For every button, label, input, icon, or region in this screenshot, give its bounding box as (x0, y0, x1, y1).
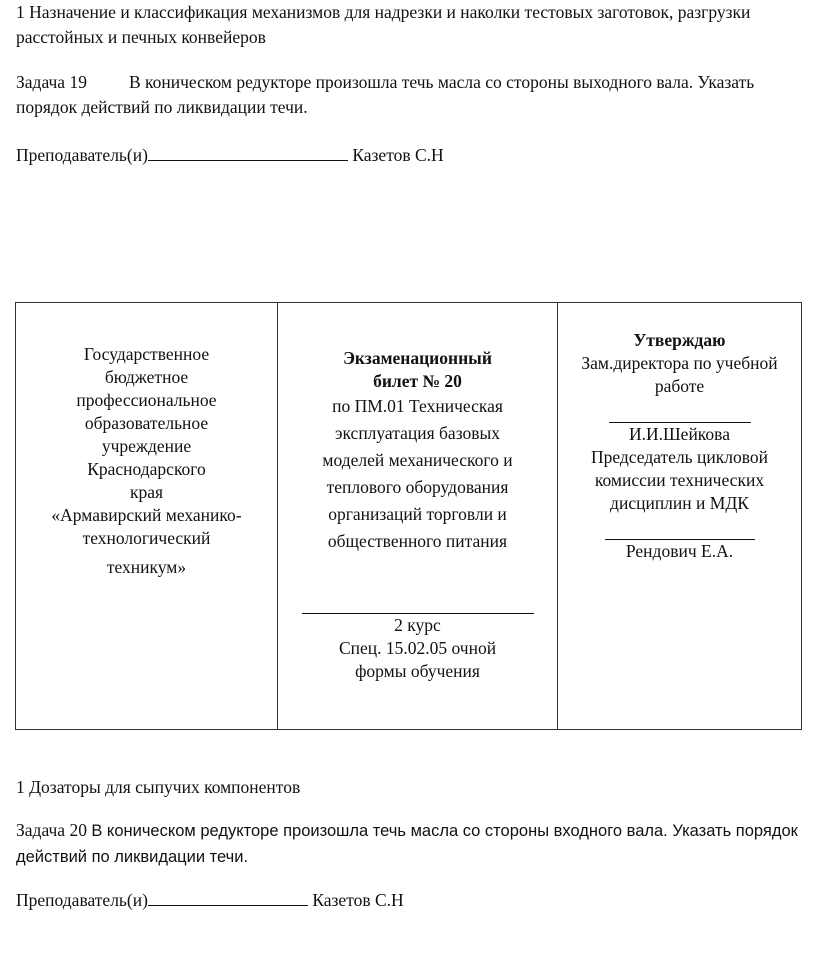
institution-line: бюджетное (104, 367, 189, 387)
chair-title: комиссии технических (594, 470, 765, 490)
institution-line: Государственное (83, 344, 210, 364)
teacher-label: Преподаватель(и) (16, 890, 148, 910)
task-19-text: В коническом редукторе произошла течь масла со стороны выходного вала. Указать порядок действий по ликвидации течи. (16, 72, 755, 117)
specialty: Спец. 15.02.05 очной (338, 638, 497, 658)
institution-line: «Армавирский механико- (51, 505, 242, 525)
chair-title: Председатель цикловой (590, 447, 769, 467)
institution-line: учреждение (101, 436, 192, 456)
teacher-line-bottom (16, 888, 806, 913)
institution-line: техникум» (106, 557, 187, 577)
signature-line (148, 888, 308, 906)
institution-line: профессиональное (76, 390, 217, 410)
task-19-label: Задача 19 (16, 72, 87, 92)
signature-line (148, 143, 348, 161)
signature-line (605, 515, 755, 540)
subject-line: по ПМ.01 Техническая (332, 396, 503, 416)
signature-line (302, 555, 534, 614)
approval-cell (558, 303, 802, 730)
teacher-label: Преподаватель(и) (16, 145, 148, 165)
subject-line: организаций торговли и (328, 504, 507, 524)
teacher-line-top (16, 143, 806, 168)
signature-line (609, 398, 751, 423)
subject-line: моделей механического и (322, 450, 513, 470)
task-20-label: Задача 20 (16, 820, 87, 840)
subject-line: общественного питания (327, 531, 508, 551)
approve-heading: Утверждаю (633, 330, 726, 350)
subject-line: эксплуатация базовых (334, 423, 501, 443)
institution-line: края (129, 482, 164, 502)
chair-name: Рендович Е.А. (625, 541, 734, 561)
deputy-name: И.И.Шейкова (629, 424, 730, 444)
institution-line: технологический (82, 528, 211, 548)
ticket-title: Экзаменационный (343, 348, 492, 368)
deputy-title: работе (654, 376, 705, 396)
ticket-number: билет № 20 (373, 371, 462, 391)
chair-title: дисциплин и МДК (610, 493, 749, 513)
task-20 (16, 818, 806, 870)
topic-20: 1 Дозаторы для сыпучих компонентов (16, 777, 301, 797)
course: 2 курс (394, 615, 441, 635)
institution-line: Краснодарского (87, 459, 206, 479)
task-20-text: В коническом редукторе произошла течь масла со стороны входного вала. Указать порядок действий по ликвидации течи. (16, 822, 798, 866)
teacher-name: Казетов С.Н (312, 890, 404, 910)
study-form: формы обучения (355, 661, 480, 681)
deputy-title: Зам.директора по учебной (581, 353, 778, 373)
teacher-name: Казетов С.Н (352, 145, 444, 165)
task-19 (16, 70, 806, 120)
ticket-title-cell (278, 303, 558, 730)
topic-19: 1 Назначение и классификация механизмов для надрезки и наколки тестовых заготовок, разгрузки расстойных и печных конвейеров (16, 2, 751, 47)
exam-ticket-table (15, 302, 802, 730)
institution-cell (16, 303, 278, 730)
institution-line: образовательное (84, 413, 209, 433)
subject-line: теплового оборудования (326, 477, 509, 497)
